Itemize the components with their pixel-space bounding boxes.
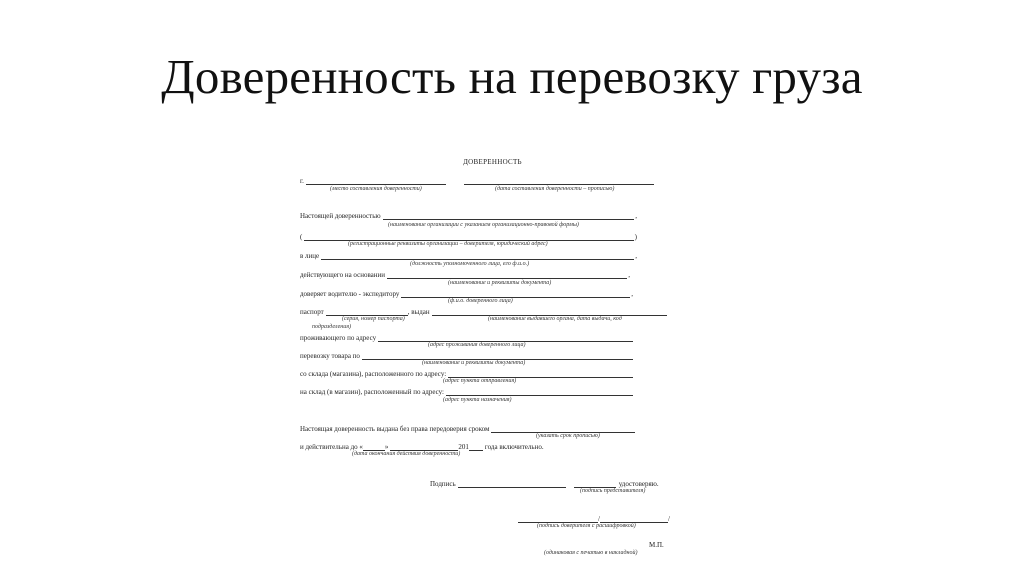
from-field-line: [448, 370, 633, 378]
row-organization: Настоящей доверенностью ,: [300, 212, 637, 220]
to-field-line: [446, 388, 633, 396]
hint-place: (место составления доверенности): [330, 186, 422, 192]
label-goods: перевозку товара по: [300, 352, 360, 360]
label-basis: действующего на основании: [300, 271, 386, 279]
document-heading: ДОВЕРЕННОСТЬ: [463, 158, 522, 166]
row-from: [300, 369, 685, 378]
signature-separator: /: [598, 515, 600, 523]
label-address: проживающего по адресу: [300, 334, 377, 342]
basis-field-line: [387, 271, 627, 279]
hint-principal: (подпись доверителя с расшифровкой): [537, 523, 636, 529]
power-of-attorney-form: [300, 150, 685, 574]
row-principal-signature: / /: [300, 514, 685, 523]
label-valid-until-year: 201: [458, 443, 469, 451]
row-person: в лице ,: [300, 252, 637, 260]
organization-field-line: [383, 212, 635, 220]
hint-requisites: (регистрационные реквизиты организации – доверителя, юридический адрес): [348, 241, 548, 247]
label-issued: , выдан: [407, 308, 430, 316]
goods-field-line: [362, 352, 633, 360]
label-from: со склада (магазина), расположенного по адресу:: [300, 370, 447, 378]
row-passport: [300, 307, 685, 316]
hint-subdivision: подразделения): [312, 324, 352, 330]
hint-goods: (наименование и реквизиты документа): [422, 360, 526, 366]
row-valid-until: [300, 442, 685, 451]
stamp-label: М.П.: [649, 541, 664, 549]
label-certify: удостоверяю.: [618, 480, 659, 488]
open-paren: (: [300, 233, 303, 241]
label-valid-until-suffix: года включительно.: [484, 443, 544, 451]
label-valid-until-mid: »: [384, 443, 389, 451]
row-driver: доверяет водителю - экспедитору ,: [300, 290, 633, 298]
label-person: в лице: [300, 252, 320, 260]
row-basis: действующего на основании ,: [300, 271, 630, 279]
passport-field-line: [326, 308, 408, 316]
place-field-line: [306, 177, 446, 185]
hint-issued: (наименование выдавшего органа, дата выдачи, код: [488, 316, 622, 322]
hint-organization: (наименование организации с указанием организационно-правовой формы): [388, 222, 579, 228]
signature-name-line: [574, 480, 616, 488]
row-signature: [300, 479, 685, 488]
slide-title: Доверенность на перевозку груза: [161, 49, 863, 104]
principal-signature-line: [518, 515, 598, 523]
address-field-line: [378, 334, 633, 342]
label-driver: доверяет водителю - экспедитору: [300, 290, 400, 298]
hint-to: (адрес пункта назначения): [443, 397, 512, 403]
hint-valid-until: (дата окончания действия доверенности): [352, 451, 461, 457]
hint-from: (адрес пункта отправления): [443, 378, 517, 384]
label-signature: Подпись: [430, 480, 456, 488]
close-paren: ): [634, 233, 637, 241]
city-prefix: г.: [300, 177, 304, 185]
issued-field-line: [432, 308, 667, 316]
day-field-line: [363, 443, 385, 451]
row-requisites: [300, 232, 685, 241]
year-field-line: [469, 443, 483, 451]
hint-basis: (наименование и реквизиты документа): [448, 280, 552, 286]
principal-name-line: [600, 515, 668, 523]
row-address: [300, 333, 685, 342]
signature-field-line: [458, 480, 566, 488]
hint-person: (должность уполномоченного лица, его ф.и.о.): [410, 261, 530, 267]
row-to: [300, 387, 685, 396]
hint-driver: (ф.и.о. доверенного лица): [448, 298, 513, 304]
row-goods: [300, 351, 685, 360]
row-validity: [300, 424, 685, 433]
validity-field-line: [491, 425, 635, 433]
label-by-this: Настоящей доверенностью: [300, 212, 381, 220]
row-stamp: [300, 540, 685, 549]
date-field-line: [464, 177, 654, 185]
person-field-line: [321, 252, 634, 260]
label-passport: паспорт: [300, 308, 324, 316]
hint-address: (адрес проживания доверенного лица): [428, 342, 526, 348]
label-valid-until-prefix: и действительна до «: [300, 443, 363, 451]
label-to: на склад (в магазин), расположенный по адресу:: [300, 388, 445, 396]
hint-passport: (серия, номер паспорта): [342, 316, 405, 322]
requisites-field-line: [304, 233, 633, 241]
driver-field-line: [401, 290, 630, 298]
label-validity: Настоящая доверенность выдана без права передоверия сроком: [300, 425, 490, 433]
hint-date: (дата составления доверенности – прописью): [495, 186, 615, 192]
hint-stamp: (одинаковая с печатью в накладной): [544, 550, 638, 556]
row-place-date: [300, 176, 685, 185]
hint-validity: (указать срок прописью): [536, 433, 600, 439]
hint-signature: (подпись представителя): [580, 488, 646, 494]
month-field-line: [390, 443, 458, 451]
